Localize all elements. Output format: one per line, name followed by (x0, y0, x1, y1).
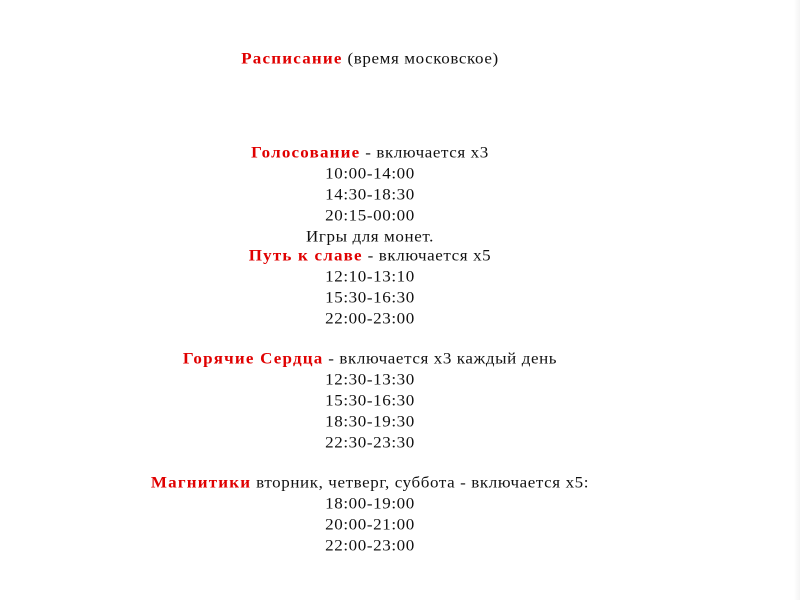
time-slot: 22:00-23:00 (325, 536, 415, 555)
section-note: - включается х3 (360, 143, 489, 162)
schedule-title-timezone: (время московское) (342, 49, 499, 68)
schedule-title-highlight: Расписание (241, 49, 343, 68)
time-slot: 20:00-21:00 (325, 515, 415, 534)
section-heading-path-to-glory (0, 246, 740, 266)
section-name: Путь к славе (248, 246, 363, 265)
time-slot: 20:15-00:00 (325, 206, 415, 225)
section-name: Голосование (251, 143, 361, 162)
section-note: вторник, четверг, суббота - включается х5: (251, 473, 590, 492)
time-slot: 12:30-13:30 (325, 370, 415, 389)
section-name: Магнитики (150, 473, 252, 492)
section-heading-magnets (0, 473, 740, 493)
section-name: Горячие Сердца (182, 349, 324, 368)
time-slot: 15:30-16:30 (325, 391, 415, 410)
time-slot: 10:00-14:00 (325, 164, 415, 183)
time-slot: 22:00-23:00 (325, 309, 415, 328)
page-edge (794, 0, 800, 600)
time-slot: 22:30-23:30 (325, 433, 415, 452)
time-slot: 14:30-18:30 (325, 185, 415, 204)
section-note: - включается х5 (362, 246, 492, 265)
time-slot: 18:00-19:00 (325, 494, 415, 513)
schedule-title (0, 49, 740, 69)
section-note: - включается х3 каждый день (323, 349, 558, 368)
section-heading-voting (0, 143, 740, 163)
time-slot: 15:30-16:30 (325, 288, 415, 307)
section-heading-hot-hearts (0, 349, 740, 369)
section-footer-note: Игры для монет. (306, 227, 434, 246)
time-slot: 12:10-13:10 (325, 267, 415, 286)
time-slot: 18:30-19:30 (325, 412, 415, 431)
